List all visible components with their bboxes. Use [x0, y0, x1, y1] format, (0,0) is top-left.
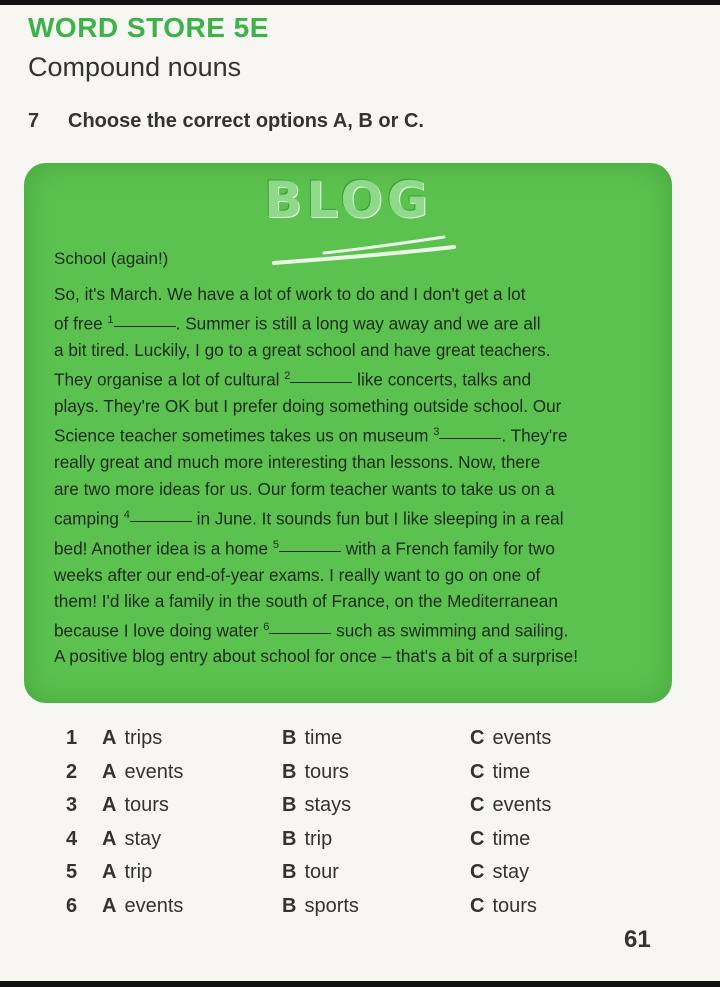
post-line — [54, 393, 654, 419]
post-text: camping — [54, 508, 124, 529]
post-text: in June. It sounds fun but I like sleeping in a real — [191, 508, 564, 529]
option-letter: B — [282, 827, 297, 850]
blog-panel — [24, 163, 672, 703]
option-word: tours — [492, 894, 537, 917]
post-text: They organise a lot of cultural — [54, 370, 285, 391]
post-text: a bit tired. Luckily, I go to a great school and have great teachers. — [54, 340, 551, 361]
option-b — [282, 761, 349, 784]
post-text: So, it's March. We have a lot of work to do and I don't get a lot — [54, 284, 526, 304]
post-line — [54, 532, 654, 562]
option-a — [102, 861, 152, 884]
post-line — [54, 449, 654, 475]
option-letter: C — [470, 861, 485, 883]
post-text: plays. They're OK but I prefer doing something outside school. Our — [54, 396, 562, 417]
post-text: are two more ideas for us. Our form teacher wants to take us on a — [54, 478, 555, 499]
option-letter: C — [470, 827, 485, 850]
post-title: School (again!) — [54, 249, 169, 268]
option-word: tours — [124, 794, 169, 816]
option-letter: A — [102, 760, 117, 783]
option-a — [102, 727, 162, 750]
option-c — [470, 794, 551, 817]
option-word: time — [492, 760, 531, 783]
option-letter: B — [282, 894, 297, 917]
post-closing: A positive blog entry about school for once – that's a bit of a surprise! — [54, 646, 578, 666]
post-line — [54, 562, 654, 588]
gap-number: 5 — [272, 538, 279, 551]
post-line — [54, 281, 654, 307]
post-line — [54, 502, 654, 532]
option-letter: C — [470, 727, 485, 749]
gap-number: 6 — [263, 621, 270, 634]
page-number: 61 — [624, 926, 651, 953]
blank-gap — [114, 325, 176, 327]
option-c — [470, 761, 530, 784]
task-instruction: Choose the correct options A, B or C. — [68, 110, 424, 132]
option-a — [102, 828, 161, 851]
post-line — [54, 476, 654, 502]
option-b — [282, 861, 339, 884]
post-line — [54, 614, 654, 644]
answer-number: 4 — [66, 827, 78, 850]
option-letter: C — [470, 894, 485, 917]
option-word: tour — [304, 861, 339, 883]
option-letter: B — [282, 794, 297, 816]
option-word: trip — [304, 827, 333, 850]
option-word: trips — [124, 727, 163, 749]
answer-number: 6 — [66, 894, 78, 917]
option-letter: A — [102, 894, 117, 917]
swoosh-icon — [264, 229, 464, 269]
option-word: events — [124, 760, 184, 783]
gap-number: 3 — [433, 426, 440, 439]
option-letter: B — [282, 760, 297, 783]
option-word: sports — [304, 894, 359, 917]
post-text: Science teacher sometimes takes us on museum — [54, 426, 434, 447]
option-letter: C — [470, 794, 485, 816]
option-letter: B — [282, 861, 297, 883]
post-line — [54, 307, 654, 337]
option-word: time — [492, 827, 531, 850]
post-text: bed! Another idea is a home — [54, 538, 273, 559]
post-text: because I love doing water — [54, 620, 264, 641]
post-text: weeks after our end-of-year exams. I really want to go on one of — [54, 564, 541, 585]
blog-logo: BLOG — [264, 171, 432, 229]
option-letter: C — [470, 760, 485, 783]
post-line — [54, 419, 654, 449]
option-word: time — [304, 727, 343, 749]
option-a — [102, 761, 183, 784]
post-text: of free — [54, 313, 108, 334]
gap-number: 2 — [284, 370, 291, 383]
gap-number: 1 — [107, 314, 114, 327]
option-letter: A — [102, 827, 117, 850]
option-c — [470, 895, 537, 918]
top-border — [0, 0, 720, 5]
option-b — [282, 828, 332, 851]
task-number: 7 — [28, 110, 40, 132]
blank-gap — [279, 550, 341, 552]
post-line — [54, 363, 654, 393]
post-text: them! I'd like a family in the south of France, on the Mediterranean — [54, 590, 558, 611]
post-text: . Summer is still a long way away and we are all — [175, 313, 541, 334]
option-c — [470, 828, 530, 851]
option-word: stay — [124, 827, 162, 850]
option-a — [102, 895, 183, 918]
answer-number: 1 — [66, 727, 78, 749]
option-c — [470, 861, 529, 884]
option-b — [282, 794, 351, 817]
option-c — [470, 727, 551, 750]
option-b — [282, 895, 359, 918]
gap-number: 4 — [123, 508, 130, 521]
option-a — [102, 794, 169, 817]
bottom-border — [0, 981, 720, 987]
post-line — [54, 588, 654, 614]
post-text: with a French family for two — [340, 538, 555, 559]
blank-gap — [269, 632, 331, 634]
post-line — [54, 337, 654, 363]
post-text: . They're — [501, 426, 568, 447]
option-letter: A — [102, 861, 117, 883]
post-text: such as swimming and sailing. — [331, 620, 569, 641]
option-b — [282, 727, 342, 750]
option-word: events — [124, 894, 184, 917]
post-text: like concerts, talks and — [352, 370, 532, 391]
blank-gap — [439, 437, 501, 439]
blank-gap — [290, 381, 352, 383]
option-word: stay — [492, 861, 530, 883]
answer-number: 2 — [66, 760, 78, 783]
answer-number: 3 — [66, 794, 78, 816]
option-word: trip — [124, 861, 153, 883]
post-text: really great and much more interesting than lessons. Now, there — [54, 452, 541, 473]
task-heading — [28, 110, 424, 133]
option-letter: A — [102, 727, 117, 749]
answer-number: 5 — [66, 861, 78, 883]
section-subtitle: Compound nouns — [28, 52, 242, 82]
option-letter: A — [102, 794, 117, 816]
section-title: WORD STORE 5E — [28, 12, 269, 43]
post-body — [54, 281, 654, 644]
option-word: events — [492, 794, 552, 816]
option-word: stays — [304, 794, 352, 816]
option-word: tours — [304, 760, 349, 783]
blank-gap — [130, 520, 192, 522]
option-word: events — [492, 727, 552, 749]
option-letter: B — [282, 727, 297, 749]
